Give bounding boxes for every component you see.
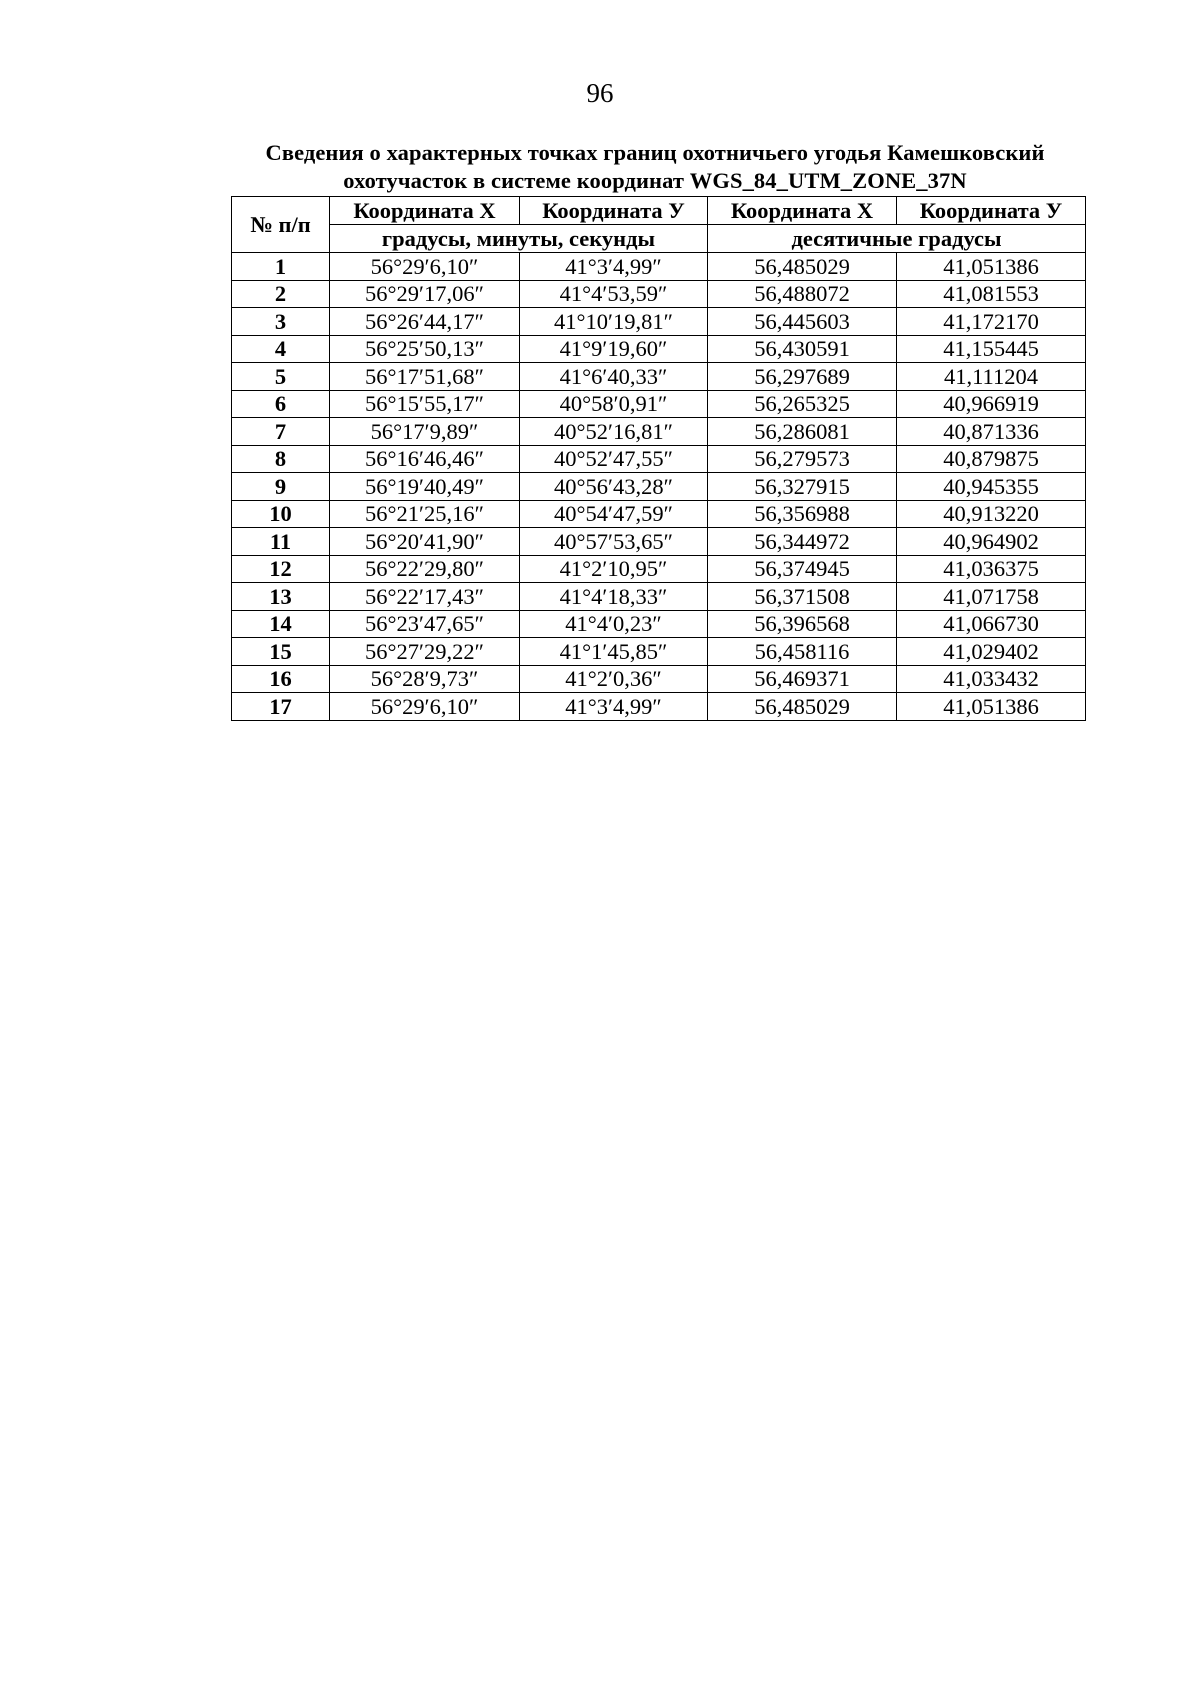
coord-x-dms-cell: 56°29′6,10″ bbox=[330, 253, 520, 281]
table-row bbox=[232, 253, 1086, 281]
point-number-cell: 7 bbox=[232, 418, 330, 446]
table-row bbox=[232, 418, 1086, 446]
page-number: 96 bbox=[586, 78, 614, 108]
coord-y-decimal-cell: 40,913220 bbox=[897, 500, 1086, 528]
coord-y-decimal-cell: 41,066730 bbox=[897, 610, 1086, 638]
coord-x-dms-cell: 56°19′40,49″ bbox=[330, 473, 520, 501]
header-row-2 bbox=[232, 225, 1086, 253]
coord-x-decimal-cell: 56,356988 bbox=[708, 500, 897, 528]
table-row bbox=[232, 335, 1086, 363]
point-number-cell: 5 bbox=[232, 363, 330, 391]
coord-y-dms-cell: 41°4′18,33″ bbox=[520, 583, 708, 611]
coord-y-decimal-cell: 40,945355 bbox=[897, 473, 1086, 501]
coord-x-decimal-cell: 56,265325 bbox=[708, 390, 897, 418]
coord-x-decimal-cell: 56,327915 bbox=[708, 473, 897, 501]
title-line-1: Сведения о характерных точках границ охотничьего угодья Камешковский bbox=[265, 140, 1045, 165]
point-number-cell: 4 bbox=[232, 335, 330, 363]
coord-x-dms-cell: 56°20′41,90″ bbox=[330, 528, 520, 556]
point-number-cell: 14 bbox=[232, 610, 330, 638]
coord-y-dms-cell: 40°56′43,28″ bbox=[520, 473, 708, 501]
coord-y-dms-cell: 41°10′19,81″ bbox=[520, 308, 708, 336]
coord-x-decimal-cell: 56,445603 bbox=[708, 308, 897, 336]
coord-x-decimal-cell: 56,371508 bbox=[708, 583, 897, 611]
table-row bbox=[232, 665, 1086, 693]
coord-y-dms-cell: 41°9′19,60″ bbox=[520, 335, 708, 363]
coord-y-decimal-cell: 40,964902 bbox=[897, 528, 1086, 556]
coord-y-decimal-cell: 41,051386 bbox=[897, 253, 1086, 281]
coord-y-dms-cell: 41°4′0,23″ bbox=[520, 610, 708, 638]
coord-x-decimal-cell: 56,396568 bbox=[708, 610, 897, 638]
coord-x-decimal-cell: 56,430591 bbox=[708, 335, 897, 363]
header-num: № п/п bbox=[232, 197, 330, 253]
coord-x-dms-cell: 56°17′51,68″ bbox=[330, 363, 520, 391]
table-row bbox=[232, 610, 1086, 638]
point-number-cell: 17 bbox=[232, 693, 330, 721]
table-row bbox=[232, 473, 1086, 501]
point-number-cell: 3 bbox=[232, 308, 330, 336]
coord-y-decimal-cell: 41,155445 bbox=[897, 335, 1086, 363]
coord-y-decimal-cell: 41,172170 bbox=[897, 308, 1086, 336]
coord-x-decimal-cell: 56,344972 bbox=[708, 528, 897, 556]
header-row-1 bbox=[232, 197, 1086, 225]
coord-y-dms-cell: 41°2′0,36″ bbox=[520, 665, 708, 693]
point-number-cell: 6 bbox=[232, 390, 330, 418]
coord-x-dms-cell: 56°27′29,22″ bbox=[330, 638, 520, 666]
point-number-cell: 13 bbox=[232, 583, 330, 611]
coord-y-dms-cell: 41°3′4,99″ bbox=[520, 253, 708, 281]
coord-x-dms-cell: 56°29′6,10″ bbox=[330, 693, 520, 721]
coord-x-decimal-cell: 56,458116 bbox=[708, 638, 897, 666]
coord-x-decimal-cell: 56,488072 bbox=[708, 280, 897, 308]
table-row bbox=[232, 363, 1086, 391]
coord-x-dms-cell: 56°25′50,13″ bbox=[330, 335, 520, 363]
coord-y-decimal-cell: 41,081553 bbox=[897, 280, 1086, 308]
coord-y-decimal-cell: 41,033432 bbox=[897, 665, 1086, 693]
point-number-cell: 1 bbox=[232, 253, 330, 281]
coord-x-dms-cell: 56°16′46,46″ bbox=[330, 445, 520, 473]
table-row bbox=[232, 500, 1086, 528]
table-row bbox=[232, 280, 1086, 308]
point-number-cell: 11 bbox=[232, 528, 330, 556]
coord-y-dms-cell: 41°6′40,33″ bbox=[520, 363, 708, 391]
coord-x-dms-cell: 56°28′9,73″ bbox=[330, 665, 520, 693]
table-row bbox=[232, 555, 1086, 583]
coord-y-dms-cell: 40°57′53,65″ bbox=[520, 528, 708, 556]
coord-x-dms-cell: 56°23′47,65″ bbox=[330, 610, 520, 638]
header-group-dms: градусы, минуты, секунды bbox=[330, 225, 708, 253]
coord-x-dms-cell: 56°21′25,16″ bbox=[330, 500, 520, 528]
header-group-decimal: десятичные градусы bbox=[708, 225, 1086, 253]
point-number-cell: 2 bbox=[232, 280, 330, 308]
table-row bbox=[232, 390, 1086, 418]
title-line-2: охотучасток в системе координат WGS_84_UTM_ZONE_37N bbox=[343, 168, 967, 193]
table-row bbox=[232, 638, 1086, 666]
table-row bbox=[232, 528, 1086, 556]
table-row bbox=[232, 693, 1086, 721]
coord-y-decimal-cell: 41,029402 bbox=[897, 638, 1086, 666]
coordinates-table bbox=[231, 196, 1086, 721]
coord-y-dms-cell: 41°2′10,95″ bbox=[520, 555, 708, 583]
header-coord-x-dec: Координата X bbox=[708, 197, 897, 225]
coord-x-dms-cell: 56°22′17,43″ bbox=[330, 583, 520, 611]
table-row bbox=[232, 308, 1086, 336]
coord-x-decimal-cell: 56,279573 bbox=[708, 445, 897, 473]
point-number-cell: 9 bbox=[232, 473, 330, 501]
coord-y-decimal-cell: 40,966919 bbox=[897, 390, 1086, 418]
coord-x-dms-cell: 56°15′55,17″ bbox=[330, 390, 520, 418]
point-number-cell: 16 bbox=[232, 665, 330, 693]
coord-y-dms-cell: 40°58′0,91″ bbox=[520, 390, 708, 418]
point-number-cell: 10 bbox=[232, 500, 330, 528]
table-row bbox=[232, 583, 1086, 611]
coord-y-dms-cell: 40°52′16,81″ bbox=[520, 418, 708, 446]
table-row bbox=[232, 445, 1086, 473]
header-coord-y-dms: Координата У bbox=[520, 197, 708, 225]
coord-y-decimal-cell: 41,036375 bbox=[897, 555, 1086, 583]
coord-x-dms-cell: 56°26′44,17″ bbox=[330, 308, 520, 336]
coord-y-dms-cell: 41°3′4,99″ bbox=[520, 693, 708, 721]
coord-y-dms-cell: 40°52′47,55″ bbox=[520, 445, 708, 473]
table-body bbox=[232, 253, 1086, 721]
coord-x-dms-cell: 56°17′9,89″ bbox=[330, 418, 520, 446]
coord-x-decimal-cell: 56,374945 bbox=[708, 555, 897, 583]
coord-y-decimal-cell: 41,071758 bbox=[897, 583, 1086, 611]
coord-y-dms-cell: 41°4′53,59″ bbox=[520, 280, 708, 308]
coord-y-decimal-cell: 40,879875 bbox=[897, 445, 1086, 473]
coord-x-decimal-cell: 56,286081 bbox=[708, 418, 897, 446]
coord-y-decimal-cell: 40,871336 bbox=[897, 418, 1086, 446]
coord-x-dms-cell: 56°22′29,80″ bbox=[330, 555, 520, 583]
header-coord-x-dms: Координата X bbox=[330, 197, 520, 225]
document-title bbox=[230, 139, 1080, 195]
point-number-cell: 8 bbox=[232, 445, 330, 473]
coord-x-decimal-cell: 56,485029 bbox=[708, 253, 897, 281]
coord-x-decimal-cell: 56,485029 bbox=[708, 693, 897, 721]
coord-x-decimal-cell: 56,297689 bbox=[708, 363, 897, 391]
point-number-cell: 12 bbox=[232, 555, 330, 583]
coord-y-decimal-cell: 41,111204 bbox=[897, 363, 1086, 391]
coord-x-dms-cell: 56°29′17,06″ bbox=[330, 280, 520, 308]
point-number-cell: 15 bbox=[232, 638, 330, 666]
header-coord-y-dec: Координата У bbox=[897, 197, 1086, 225]
coord-y-decimal-cell: 41,051386 bbox=[897, 693, 1086, 721]
coord-y-dms-cell: 41°1′45,85″ bbox=[520, 638, 708, 666]
coord-x-decimal-cell: 56,469371 bbox=[708, 665, 897, 693]
coord-y-dms-cell: 40°54′47,59″ bbox=[520, 500, 708, 528]
